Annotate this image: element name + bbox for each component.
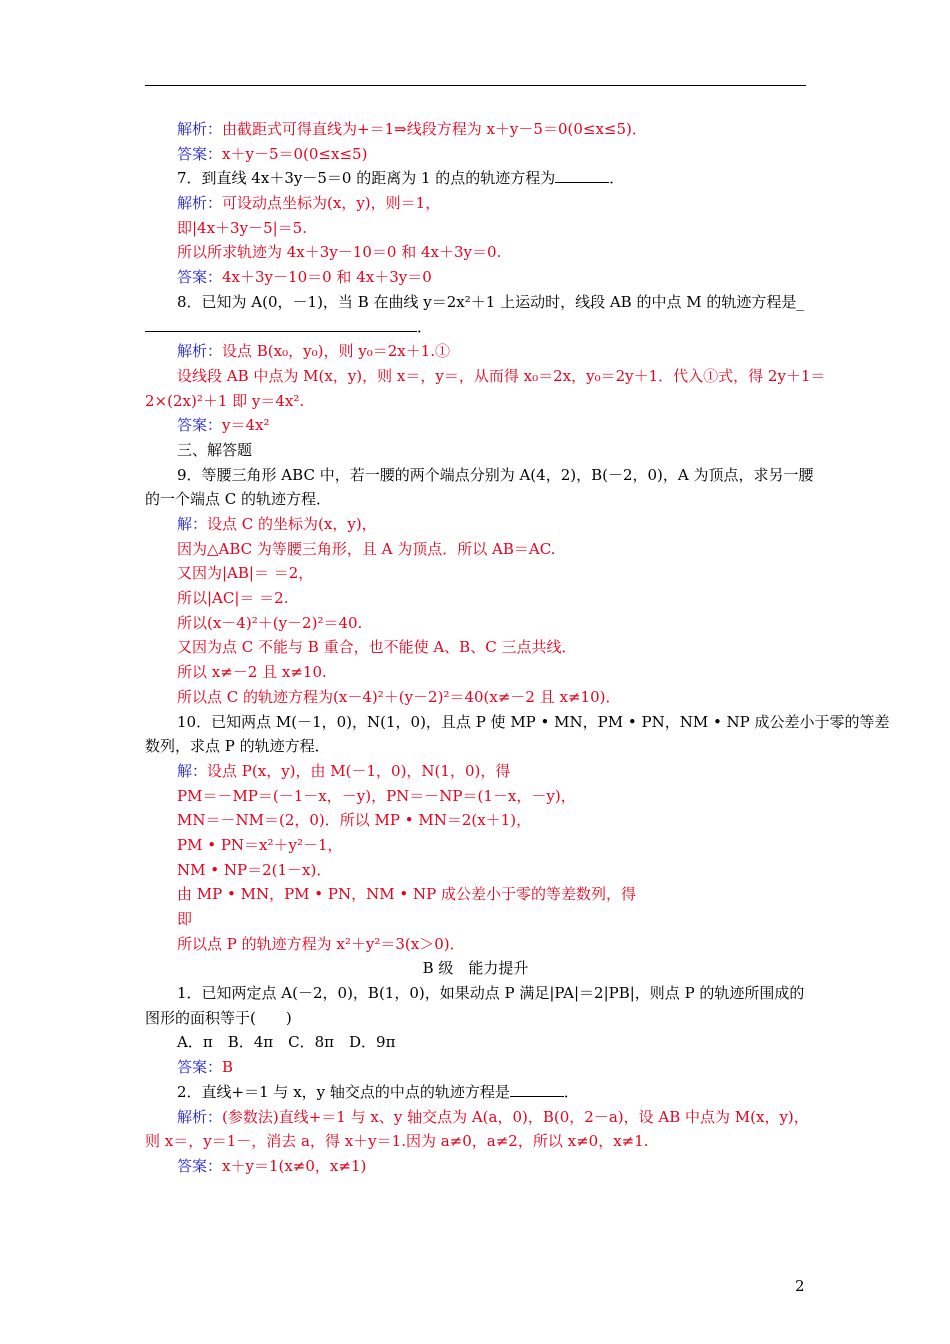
label-text: 解析： [177,342,223,361]
question-text: 2．直线+＝1 与 x，y 轴交点的中点的轨迹方程是 [177,1082,510,1101]
text-line [145,413,806,438]
text-line [145,907,806,932]
text-line [145,290,806,315]
solution-text: 所以 x≠－2 且 x≠10. [177,663,327,682]
solution-text: x＋y－5＝0(0≤x≤5) [222,144,368,163]
solution-text: x＋y＝1(x≠0，x≠1) [222,1156,367,1175]
header-rule [145,85,806,86]
solution-text: NM • NP＝2(1－x)． [177,860,332,879]
solution-text: 又因为点 C 不能与 B 重合，也不能使 A、B、C 三点共线． [177,638,577,657]
solution-text: 所以(x－4)²＋(y－2)²＝40. [177,613,363,632]
label-text: 解： [177,761,208,780]
text-line [145,561,806,586]
question-text: 数列，求点 P 的轨迹方程． [145,737,330,756]
question-text: B 级 能力提升 [422,959,529,978]
text-line [145,216,806,241]
label-text: 答案： [177,416,223,435]
text-line [145,537,806,562]
label-text: 解析： [177,194,223,213]
text-line [145,463,814,488]
solution-text: 由截距式可得直线为+＝1⇒线段方程为 x＋y－5＝0(0≤x≤5)． [222,120,647,138]
solution-text: PM＝－MP＝(－1－x，－y)，PN＝－NP＝(1－x，－y)， [177,786,576,805]
text-line [145,191,806,216]
solution-text: 4x＋3y－10＝0 和 4x＋3y＝0 [222,268,432,287]
question-text: ． [417,317,433,336]
text-line [145,685,806,710]
solution-text: 由 MP • MN，PM • PN，NM • NP 成公差小于零的等差数列，得 [177,885,636,904]
text-line [145,1006,806,1031]
text-line [145,389,806,414]
text-line [145,1080,806,1105]
label-text: 答案： [177,1156,223,1175]
label-text: 答案： [177,268,223,287]
question-text: A．π B．4π C．8π D．9π [177,1033,396,1052]
label-text: 解： [177,515,208,533]
text-line [145,611,806,636]
text-line [145,265,806,290]
text-line [145,882,806,907]
text-line [145,710,890,735]
solution-text: 可设动点坐标为(x，y)，则＝1， [222,194,441,213]
text-line [145,956,806,981]
solution-text: 所以点 C 的轨迹方程为(x－4)²＋(y－2)²＝40(x≠－2 且 x≠10)． [177,687,621,706]
solution-text: 即 [177,910,193,928]
question-text: 图形的面积等于( ) [145,1008,292,1027]
question-text: 的一个端点 C 的轨迹方程． [145,490,332,509]
solution-text: 所以点 P 的轨迹方程为 x²＋y²＝3(x＞0)． [177,934,465,953]
text-line [145,981,806,1006]
text-line [145,512,806,537]
solution-text: y＝4x² [222,416,270,435]
text-line [145,635,806,660]
label-text: 解析： [177,120,223,138]
text-line [145,315,806,340]
solution-text: 又因为|AB|＝ ＝2， [177,564,314,583]
text-line [145,364,826,389]
text-line [145,833,806,858]
question-text: 9．等腰三角形 ABC 中，若一腰的两个端点分别为 A(4，2)，B(－2，0)，A 为顶点，求另一腰 [177,465,814,484]
solution-text: 2×(2x)²＋1 即 y＝4x². [145,391,305,410]
text-line [145,1105,809,1130]
answer-blank [555,168,609,183]
text-line [145,1030,806,1055]
text-line [145,1154,806,1179]
solution-text: PM • PN＝x²＋y²－1， [177,835,343,854]
solution-text: 设线段 AB 中点为 M(x，y)，则 x＝，y＝，从而得 x₀＝2x，y₀＝2y＋1．代入①式，得 2y＋1＝ [177,366,826,385]
solution-text: 因为△ABC 为等腰三角形，且 A 为顶点．所以 AB＝AC. [177,539,556,558]
solution-text: MN＝－NM＝(2，0)．所以 MP • MN＝2(x＋1)， [177,811,532,830]
solution-text: 设点 P(x，y)，由 M(－1，0)，N(1，0)，得 [207,761,511,780]
text-line [145,660,806,685]
solution-text: 设点 C 的坐标为(x，y)， [207,515,377,533]
solution-text: (参数法)直线+＝1 与 x、y 轴交点为 A(a，0)，B(0，2－a)，设 AB 中点为 M(x，y)， [222,1107,809,1126]
page-number: 2 [795,1277,805,1295]
text-line [145,1055,806,1080]
text-line [145,932,806,957]
label-text: 解析： [177,1107,223,1126]
question-text: 三、解答题 [177,440,253,459]
text-line [145,1129,806,1154]
answer-blank [510,1082,564,1097]
text-line [145,142,806,167]
text-line [145,117,806,142]
document-body [145,117,890,1179]
question-text: ． [563,1082,579,1101]
text-line [145,586,806,611]
text-line [145,734,806,759]
text-line [145,166,806,191]
solution-text: 所以所求轨迹为 4x＋3y－10＝0 和 4x＋3y＝0. [177,243,502,262]
label-text: 答案： [177,144,223,163]
text-line [145,240,806,265]
text-line [145,339,806,364]
text-line [145,808,806,833]
text-line [145,487,806,512]
label-text: 答案： [177,1058,223,1077]
text-line [145,858,806,883]
solution-text: 则 x＝，y＝1－，消去 a，得 x＋y＝1.因为 a≠0，a≠2，所以 x≠0，x≠1. [145,1132,649,1151]
question-text: 10．已知两点 M(－1，0)，N(1，0)，且点 P 使 MP • MN，PM • PN，NM • NP 成公差小于零的等差 [177,712,890,731]
solution-text: 设点 B(x₀，y₀)，则 y₀＝2x＋1.① [222,342,451,361]
text-line [145,438,806,463]
question-text: 1．已知两定点 A(－2，0)，B(1，0)，如果动点 P 满足|PA|＝2|PB|，则点 P 的轨迹所围成的 [177,984,805,1003]
solution-text: 所以|AC|＝ ＝2. [177,589,289,608]
solution-text: B [222,1058,234,1077]
answer-blank [145,317,417,332]
question-text: ． [609,169,625,188]
text-line [145,759,806,784]
text-line [145,784,806,809]
solution-text: 即|4x＋3y－5|＝5. [177,218,307,237]
question-text: 8．已知为 A(0，－1)，当 B 在曲线 y＝2x²＋1 上运动时，线段 AB 的中点 M 的轨迹方程是_ [177,292,804,311]
question-text: 7．到直线 4x＋3y－5＝0 的距离为 1 的点的轨迹方程为 [177,169,556,188]
